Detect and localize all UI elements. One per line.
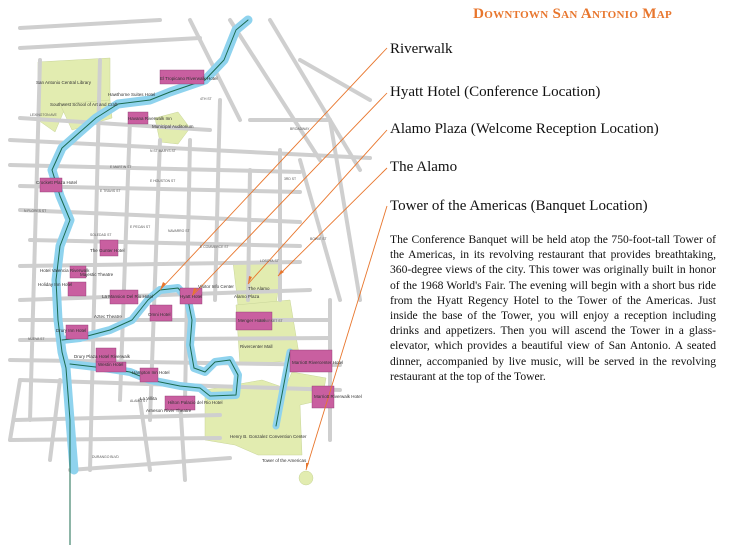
legend-the-alamo: The Alamo bbox=[390, 159, 458, 175]
label-southwest-school: Southwest School of Art and Craft bbox=[50, 102, 118, 107]
street-4th: 4TH ST bbox=[200, 97, 212, 101]
street-market: E MARKET ST bbox=[260, 319, 283, 323]
street-travis: E TRAVIS ST bbox=[100, 189, 121, 193]
label-hotel-valencia: Hotel Valencia Riverwalk bbox=[40, 268, 90, 273]
banquet-description: The Conference Banquet will be held atop the 750-foot-tall Tower of the Americas, in its revolving restaurant that provides breathtaking, 360-degree views of the city. This tower was originally built in honor of the 1968 World's Fair. The evening will begin with a short bus ride from the Hyatt Regency Hotel to the Tower of the Americas. Just inside the base of the Tower, you will enjoy a reception including drinks and appetizers. Then you will ascend the Tower in a glass-elevator, which provides a beautiful view of San Antonio. A seated dinner, accompanied by live music, will be served in the revolving restaurant at the top of the Tower. bbox=[390, 233, 716, 383]
street-bowie: BOWIE ST bbox=[310, 237, 327, 241]
label-hyatt: Hyatt Hotel bbox=[180, 294, 203, 299]
legend-riverwalk: Riverwalk bbox=[390, 41, 453, 57]
label-la-villita: La Villita bbox=[140, 396, 157, 401]
label-hampton: Hampton Inn Hotel bbox=[132, 370, 170, 375]
label-rivercenter-mall: Rivercenter Mall bbox=[240, 344, 273, 349]
street-soledad: SOLEDAD ST bbox=[90, 233, 112, 237]
label-marriott-riverwalk: Marriott Riverwalk Hotel bbox=[314, 394, 362, 399]
label-menger: Menger Hotel bbox=[238, 318, 266, 323]
street-durango: DURANGO BLVD bbox=[92, 455, 119, 459]
label-tower: Tower of the Americas bbox=[262, 458, 307, 463]
label-hilton: Hilton Palacio del Rio Hotel bbox=[168, 400, 223, 405]
label-omni: Omni Hotel bbox=[148, 312, 171, 317]
label-majestic: Majestic Theatre bbox=[80, 272, 114, 277]
legend-alamo-plaza: Alamo Plaza (Welcome Reception Location) bbox=[390, 121, 659, 137]
label-gunter: The Gunter Hotel bbox=[90, 248, 125, 253]
label-library: San Antonio Central Library bbox=[36, 80, 92, 85]
street-flores: N FLORES ST bbox=[24, 209, 47, 213]
street-lexington: LEXINGTON AVE bbox=[30, 113, 57, 117]
label-hawthorne: Hawthorne Suites Hotel bbox=[108, 92, 156, 97]
label-havana: Havana Riverwalk Inn bbox=[128, 116, 172, 121]
label-convention: Henry B. Gonzalez Convention Center bbox=[230, 434, 307, 439]
label-the-alamo: The Alamo bbox=[248, 286, 270, 291]
street-houston: E HOUSTON ST bbox=[150, 179, 176, 183]
label-crockett: Crockett Plaza Hotel bbox=[36, 180, 78, 185]
street-nueva: NUEVA ST bbox=[28, 337, 45, 341]
legend-tower: Tower of the Americas (Banquet Location) bbox=[390, 198, 648, 214]
street-losoya: LOSOYA ST bbox=[260, 259, 279, 263]
label-arneson: Arneson River Theatre bbox=[146, 408, 192, 413]
page-title: Downtown San Antonio Map bbox=[473, 6, 672, 22]
label-alamo-plaza: Alamo Plaza bbox=[234, 294, 260, 299]
street-martin: E MARTIN ST bbox=[110, 165, 132, 169]
street-st-marys: N ST MARYS ST bbox=[150, 149, 176, 153]
label-marriott-rivercenter: Marriott Rivercenter Hotel bbox=[292, 360, 344, 365]
label-westin: Westin Hotel bbox=[98, 362, 124, 367]
label-drury-plaza: Drury Plaza Hotel Riverwalk bbox=[74, 354, 131, 359]
street-commerce: E COMMERCE ST bbox=[200, 245, 229, 249]
legend-hyatt: Hyatt Hotel (Conference Location) bbox=[390, 84, 601, 100]
tower-base bbox=[299, 471, 313, 485]
street-3rd: 3RD ST bbox=[284, 177, 297, 181]
label-holiday-inn: Holiday Inn Hotel bbox=[38, 282, 73, 287]
street-navarro: NAVARRO ST bbox=[168, 229, 190, 233]
street-pecan: E PECAN ST bbox=[130, 225, 151, 229]
label-visitor-info: Visitor Info Center bbox=[198, 284, 234, 289]
label-el-tropicano: El Tropicano Riverwalk Hotel bbox=[160, 76, 218, 81]
label-municipal-aud: Municipal Auditorium bbox=[152, 124, 194, 129]
street-alamo: ALAMO ST bbox=[130, 399, 148, 403]
street-broadway: BROADWAY bbox=[290, 127, 310, 131]
label-drury-inn: Drury Inn Hotel bbox=[56, 328, 87, 333]
label-aztec: Aztec Theatre bbox=[94, 314, 122, 319]
label-la-mansion: La Mansion Del Rio Hotel bbox=[102, 294, 154, 299]
